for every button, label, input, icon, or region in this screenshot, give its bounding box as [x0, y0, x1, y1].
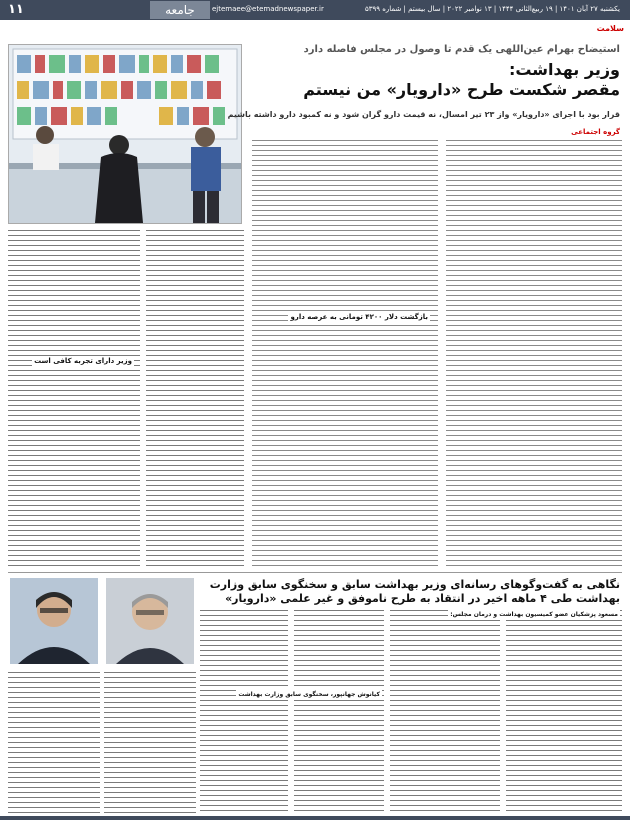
breadcrumb: سلامت: [596, 24, 624, 33]
second-story-headline-line-1: نگاهی به گفت‌وگوهای رسانه‌ای وزیر بهداشت سابق و سخنگوی سابق وزارت: [209, 578, 620, 591]
second-story-subhead: مسعود پزشکیان عضو کمیسیون بهداشت و درمان مجلس:: [450, 611, 618, 618]
second-story-column-3: [294, 608, 384, 814]
article-column-3: [146, 228, 244, 570]
second-story-column-5: [104, 670, 196, 814]
section-tab[interactable]: جامعه: [150, 1, 210, 19]
second-story-headline: [210, 578, 620, 606]
portrait-photo: [106, 578, 194, 664]
article-column-2: [252, 138, 438, 570]
section-divider: [8, 572, 622, 573]
article-subhead: بازگشت دلار ۴۲۰۰ تومانی به عرصه دارو: [290, 313, 428, 321]
article-column-1: [446, 138, 622, 570]
subheadline: قرار بود با اجرای «دارویار» واز ۲۳ تیر امسال، نه قیمت دارو گران شود و نه کمبود دارو داشته باشیم: [227, 110, 620, 119]
second-story-headline-line-2: بهداشت طی ۴ ماهه اخیر در انتقاد به طرح ناموفق و غیر علمی «دارویار»: [225, 592, 620, 605]
second-story-subhead: کیانوش جهانپور، سخنگوی سابق وزارت بهداشت: [238, 691, 380, 698]
second-story-column-2: [390, 608, 500, 814]
section-email[interactable]: ejtemaee@etemadnewspaper.ir: [212, 5, 324, 13]
issue-date-line: یکشنبه ۲۷ آبان ۱۴۰۱ | ۱۹ ربیع‌الثانی ۱۴۴۴ | ۱۳ نوامبر ۲۰۲۲ | سال بیستم | شماره ۵۳۹۹: [364, 5, 620, 13]
second-story-column-6: [8, 670, 100, 814]
page-footer-bar: [0, 816, 630, 820]
portrait-photo: [10, 578, 98, 664]
page-number: ۱۱: [8, 2, 24, 17]
pharmacy-photo: [8, 44, 242, 224]
article-subhead: وزیر دارای تجربه کافی است: [34, 357, 132, 365]
second-story-column-4: [200, 608, 288, 814]
second-story-column-1: [506, 608, 622, 814]
headline-line-1: وزیر بهداشت:: [508, 60, 620, 79]
page-header-bar: [0, 0, 630, 20]
byline: گروه اجتماعی: [571, 128, 620, 136]
story-kicker: استیضاح بهرام عین‌اللهی یک قدم تا وصول در مجلس فاصله دارد: [303, 44, 620, 55]
headline: [303, 60, 620, 100]
article-column-4: [8, 228, 140, 570]
headline-line-2: مقصر شکست طرح «دارویار» من نیستم: [303, 80, 620, 99]
